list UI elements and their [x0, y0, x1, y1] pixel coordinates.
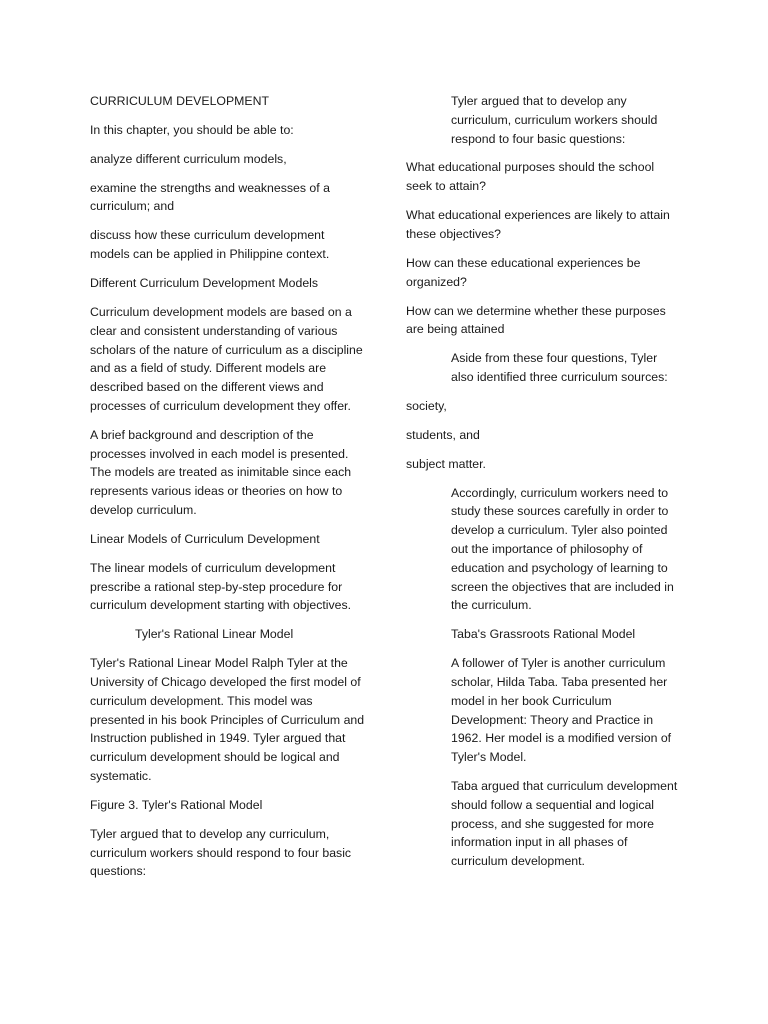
document-title: CURRICULUM DEVELOPMENT	[90, 94, 270, 108]
objective-item: analyze different curriculum models,	[90, 151, 287, 166]
objective-item: examine the strengths and weaknesses of a curriculum; and	[90, 180, 330, 214]
paragraph: Accordingly, curriculum workers need to study these sources carefully in order to develop a curriculum. Tyler also pointed out the importance of philosophy of education and psychology of learning to screen the objectives that are included in the curriculum.	[451, 485, 674, 613]
section-heading-taba: Taba's Grassroots Rational Model	[451, 627, 636, 642]
section-heading-linear: Linear Models of Curriculum Development	[90, 531, 320, 546]
paragraph: Tyler's Rational Linear Model Ralph Tyler at the University of Chicago developed the first model of curriculum development. This model was presented in his book Principles of Curriculum and Instruction published in 1949. Tyler argued that curriculum development should be logical and systematic.	[90, 656, 365, 783]
left-column	[90, 92, 365, 891]
intro-text: In this chapter, you should be able to:	[90, 122, 294, 137]
paragraph: The linear models of curriculum development prescribe a rational step-by-step procedure for curriculum development starting with objectives.	[90, 560, 352, 613]
figure-caption: Figure 3. Tyler's Rational Model	[90, 797, 263, 812]
source-item: society,	[406, 398, 447, 413]
paragraph: Tyler argued that to develop any curriculum, curriculum workers should respond to four basic questions:	[451, 94, 658, 146]
section-heading-tyler: Tyler's Rational Linear Model	[135, 627, 294, 642]
source-item: students, and	[406, 427, 480, 442]
paragraph: A follower of Tyler is another curriculum scholar, Hilda Taba. Taba presented her model in her book Curriculum Development: Theory and Practice in 1962. Her model is a modified version of Tyler's Model.	[451, 656, 672, 765]
paragraph: Taba argued that curriculum development should follow a sequential and logical process, and she suggested for more information input in all phases of curriculum development.	[451, 779, 678, 869]
objective-item: discuss how these curriculum development models can be applied in Philippine context.	[90, 228, 330, 262]
question-item: What educational experiences are likely to attain these objectives?	[406, 208, 670, 241]
section-heading-models: Different Curriculum Development Models	[90, 276, 319, 291]
source-item: subject matter.	[406, 456, 486, 471]
paragraph: A brief background and description of the processes involved in each model is presented. The models are treated as inimitable since each represents various ideas or theories on how to develop curriculum.	[90, 427, 352, 517]
right-column	[406, 92, 681, 881]
question-item: How can these educational experiences be organized?	[406, 255, 641, 289]
paragraph: Aside from these four questions, Tyler also identified three curriculum sources:	[451, 351, 668, 385]
paragraph: Curriculum development models are based on a clear and consistent understanding of various scholars of the nature of curriculum as a discipline and as a field of study. Different models are described based on the different views and processes of curriculum development they offer.	[90, 304, 363, 413]
question-item: How can we determine whether these purposes are being attained	[406, 303, 666, 337]
question-item: What educational purposes should the school seek to attain?	[406, 160, 655, 194]
paragraph: Tyler argued that to develop any curriculum, curriculum workers should respond to four basic questions:	[90, 826, 352, 879]
